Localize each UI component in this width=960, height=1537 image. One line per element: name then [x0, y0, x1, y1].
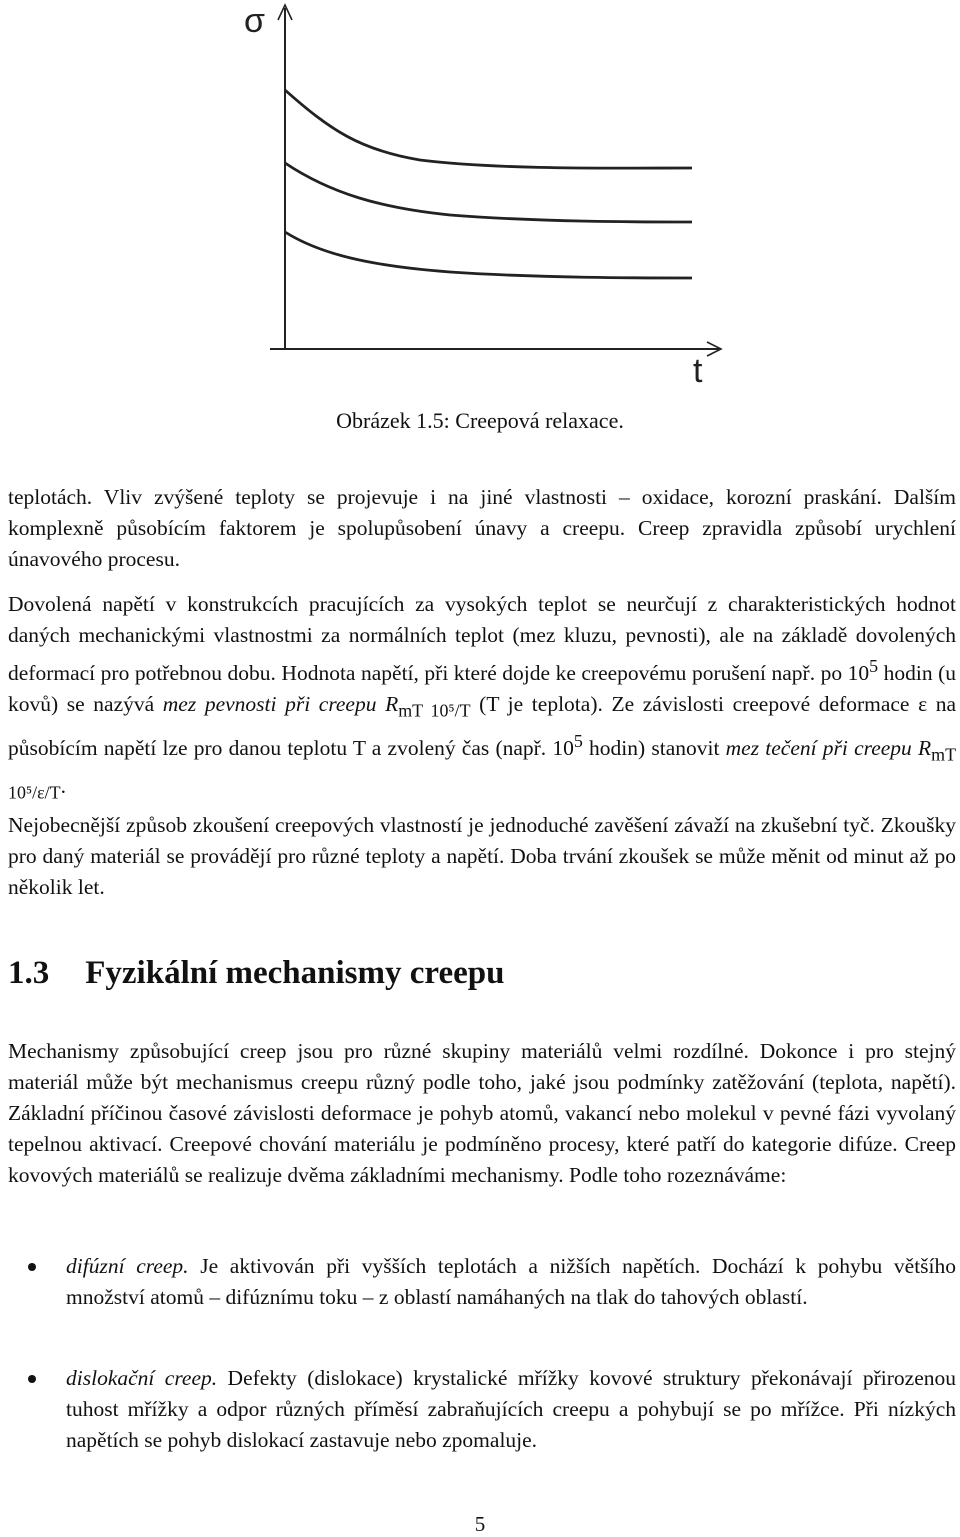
section-title: Fyzikální mechanismy creepu: [85, 955, 505, 991]
p2-text-a: Dovolená napětí v konstrukcích pracujících za vysokých teplot se neurčují z charakteristických hodnot daných mechanickými vlastnostmi za normálních teplot (mez kluzu, pevnosti), ale na základě dovolených deformací pro potřebnou dobu. Hodnota napětí, při které dojde ke creepovému porušení např. po 10: [8, 592, 956, 686]
relaxation-curve-lower: [285, 232, 692, 278]
bullet-icon: [28, 1375, 36, 1383]
p2-sup-2: 5: [573, 731, 583, 752]
p2-text-b: hodin (u kovů) se nazývá: [8, 661, 956, 717]
p2-sup-1: 5: [869, 656, 879, 676]
relaxation-chart: [0, 0, 960, 400]
p2-text-d: hodin) stanovit: [582, 736, 726, 761]
list-item-text: Je aktivován při vyšších teplotách a nižších napětích. Dochází k pohybu většího množství atomů – difúznímu toku – z oblastí namáhaných na tlak do tahových oblastí.: [66, 1254, 957, 1309]
figure-caption: Obrázek 1.5: Creepová relaxace.: [336, 408, 624, 433]
term-creep-limit: mez tečení při creepu: [725, 736, 912, 761]
paragraph-high-temperature: teplotách. Vliv zvýšené teploty se projevuje i na jiné vlastnosti – oxidace, korozní praskání. Dalším komplexně působícím faktorem je spolupůsobení únavy a creepu. Creep zpravidla způsobí urychlení únavového procesu.: [8, 485, 956, 571]
symbol-r-1-sub: mT 10⁵/T: [398, 700, 471, 721]
section-number: 1.3: [8, 955, 50, 991]
symbol-r-2-sub: mT 10⁵/ε/T: [8, 744, 957, 803]
symbol-r-2: R: [918, 736, 932, 761]
bullet-icon: [28, 1263, 36, 1271]
list-item-term: difúzní creep.: [66, 1254, 189, 1278]
list-item: [8, 1251, 956, 1313]
relaxation-curve-middle: [285, 163, 692, 222]
symbol-r-1: R: [385, 692, 399, 717]
p2-text-c: (T je teplota). Ze závislosti creepové deformace ε na působícím napětí lze pro danou teplotu T a zvolený čas (např. 10: [8, 692, 957, 761]
list-item-text: Defekty (dislokace) krystalické mřížky kovové struktury překonávají přirozenou tuhost mřížky a odpor různých příměsí zabraňujících creepu a pohybují se po mřížce. Při nízkých napětích se pohyb dislokací zastavuje nebo zpomaluje.: [66, 1366, 956, 1452]
list-item: [8, 1363, 956, 1456]
section-heading: [8, 955, 504, 992]
relaxation-figure: [0, 0, 960, 400]
paragraph-testing: Nejobecnější způsob zkoušení creepových vlastností je jednoduché zavěšení závaží na zkušební tyč. Zkoušky pro daný materiál se provádějí pro různé teploty a napětí. Doba trvání zkoušek se může měnit od minut až po několik let.: [8, 813, 956, 899]
mechanism-list-2: [8, 1363, 956, 1456]
mechanism-list-1: [8, 1251, 956, 1313]
term-creep-strength: mez pevnosti při creepu: [162, 692, 377, 717]
list-item-term: dislokační creep.: [66, 1366, 218, 1390]
page-number: 5: [474, 1512, 486, 1536]
p2-text-end: .: [60, 773, 66, 798]
x-axis-label: t: [693, 352, 703, 390]
paragraph-allowed-stress: [8, 589, 956, 808]
relaxation-curve-upper: [285, 90, 692, 168]
paragraph-mechanisms: Mechanismy způsobující creep jsou pro různé skupiny materiálů velmi rozdílné. Dokonce i pro stejný materiál může být mechanismus creepu různý podle toho, jaké jsou podmínky zatěžování (teplota, napětí). Základní příčinou časové závislosti deformace je pohyb atomů, vakancí nebo molekul v pevné fázi vyvolaný tepelnou aktivací. Creepové chování materiálu je podmíněno procesy, které patří do kategorie difúze. Creep kovových materiálů se realizuje dvěma základními mechanismy. Podle toho rozeznáváme:: [8, 1039, 956, 1187]
y-axis-label: σ: [244, 2, 265, 40]
